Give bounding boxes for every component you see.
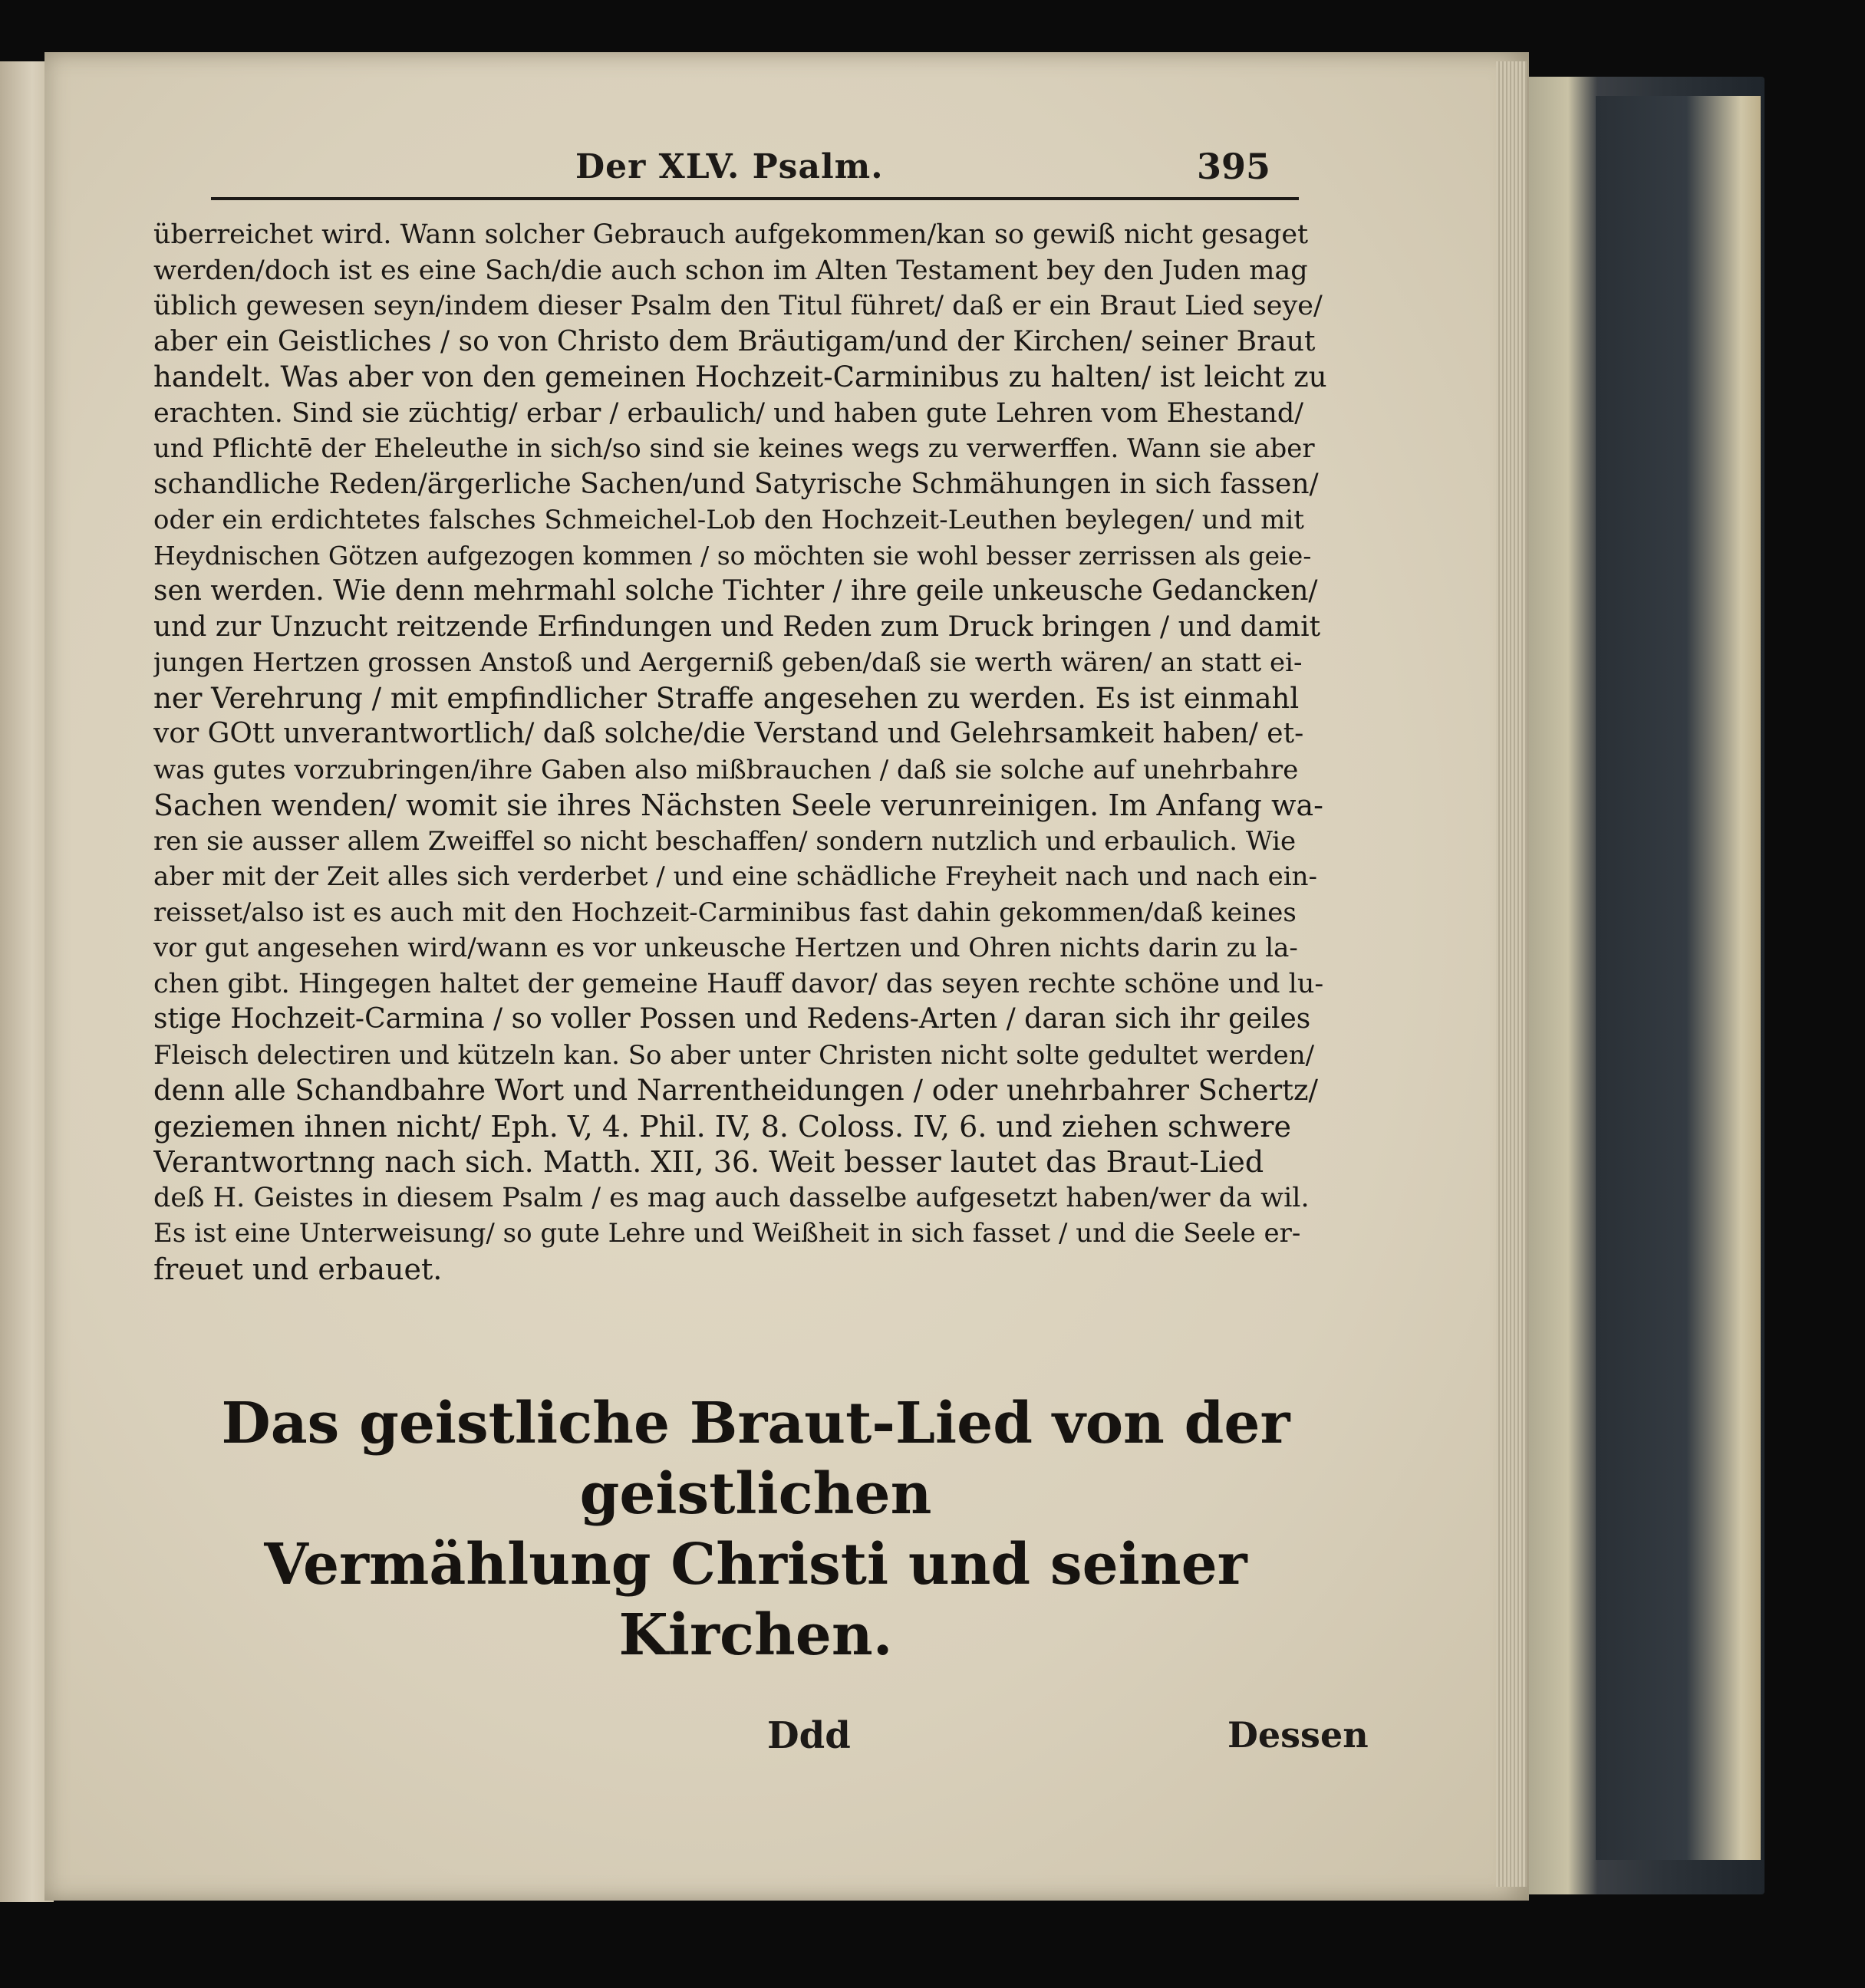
page-edges — [1496, 61, 1527, 1887]
heading-line: Kirchen. — [618, 1602, 893, 1668]
text-line: jungen Hertzen grossen Anstoß und Aergerniß geben/daß sie werth wären/ an statt ei- — [153, 647, 1303, 678]
heading-line: Vermählung Christi und seiner — [264, 1532, 1247, 1598]
text-line: erachten. Sind sie züchtig/ erbar / erbaulich/ und haben gute Lehren vom Ehestand/ — [153, 397, 1304, 429]
text-line: Heydnischen Götzen aufgezogen kommen / so möchten sie wohl besser zerrissen als geie- — [153, 540, 1312, 571]
text-line: ner Verehrung / mit empfindlicher Straffe angesehen zu werden. Es ist einmahl — [153, 681, 1300, 715]
text-line: Sachen wenden/ womit sie ihres Nächsten Seele verunreinigen. Im Anfang wa- — [153, 788, 1323, 822]
text-line: und zur Unzucht reitzende Erfindungen und Reden zum Druck bringen / und damit — [153, 611, 1321, 643]
text-line: geziemen ihnen nicht/ Eph. V, 4. Phil. IV, 8. Coloss. IV, 6. und ziehen schwere — [153, 1109, 1291, 1144]
heading-line: Das geistliche Braut-Lied von der geistlichen — [221, 1391, 1290, 1527]
signature-mark: Ddd — [767, 1714, 851, 1757]
text-line: überreichet wird. Wann solcher Gebrauch aufgekommen/kan so gewiß nicht gesaget — [153, 219, 1309, 250]
text-line: vor GOtt unverantwortlich/ daß solche/die Verstand und Gelehrsamkeit haben/ et- — [153, 718, 1304, 749]
text-line: ren sie ausser allem Zweiffel so nicht beschaffen/ sondern nutzlich und erbaulich. Wie — [153, 825, 1297, 857]
text-line: schandliche Reden/ärgerliche Sachen/und Satyrische Schmähungen in sich fassen/ — [153, 468, 1319, 500]
text-line: aber mit der Zeit alles sich verderbet / und eine schädliche Freyheit nach und nach ein- — [153, 861, 1317, 892]
header-rule — [211, 197, 1299, 200]
text-line: was gutes vorzubringen/ihre Gaben also mißbrauchen / daß sie solche auf unehrbahre — [153, 754, 1299, 785]
text-line: Verantwortnng nach sich. Matth. XII, 36. Weit besser lautet das Braut-Lied — [153, 1145, 1264, 1179]
book-cover — [1596, 96, 1761, 1860]
text-line: reisset/also ist es auch mit den Hochzeit-Carminibus fast dahin gekommen/daß keines — [153, 897, 1297, 928]
running-head: Der XLV. Psalm. — [575, 147, 884, 186]
text-line: und Pflichtē der Eheleuthe in sich/so sind sie keines wegs zu verwerffen. Wann sie aber — [153, 433, 1315, 464]
text-line: stige Hochzeit-Carmina / so voller Possen und Redens-Arten / daran sich ihr geiles — [153, 1003, 1311, 1035]
text-line: werden/doch ist es eine Sach/die auch schon im Alten Testament bey den Juden mag — [153, 255, 1308, 286]
text-line: chen gibt. Hingegen haltet der gemeine Hauff davor/ das seyen rechte schöne und lu- — [153, 968, 1324, 999]
text-line: aber ein Geistliches / so von Christo dem Bräutigam/und der Kirchen/ seiner Braut — [153, 325, 1316, 357]
text-line: üblich gewesen seyn/indem dieser Psalm den Titul führet/ daß er ein Braut Lied seye/ — [153, 291, 1323, 321]
page-number: 395 — [1197, 146, 1271, 187]
text-line: Fleisch delectiren und kützeln kan. So aber unter Christen nicht solte gedultet werden/ — [153, 1039, 1315, 1071]
body-text — [153, 217, 1327, 1287]
catchword: Dessen — [1227, 1714, 1369, 1756]
text-line: deß H. Geistes in diesem Psalm / es mag auch dasselbe aufgesetzt haben/wer da wil. — [153, 1182, 1310, 1213]
text-line: sen werden. Wie denn mehrmahl solche Tichter / ihre geile unkeusche Gedancken/ — [153, 575, 1318, 607]
section-heading — [192, 1388, 1320, 1670]
text-line: freuet und erbauet. — [153, 1252, 443, 1286]
text-line: oder ein erdichtetes falsches Schmeichel-Lob den Hochzeit-Leuthen beylegen/ und mit — [153, 505, 1304, 535]
text-line: vor gut angesehen wird/wann es vor unkeusche Hertzen und Ohren nichts darin zu la- — [153, 933, 1298, 963]
text-line: denn alle Schandbahre Wort und Narrentheidungen / oder unehrbahrer Schertz/ — [153, 1074, 1318, 1107]
text-line: handelt. Was aber von den gemeinen Hochzeit-Carminibus zu halten/ ist leicht zu — [153, 360, 1327, 393]
text-line: Es ist eine Unterweisung/ so gute Lehre und Weißheit in sich fasset / und die Seele er- — [153, 1218, 1301, 1249]
